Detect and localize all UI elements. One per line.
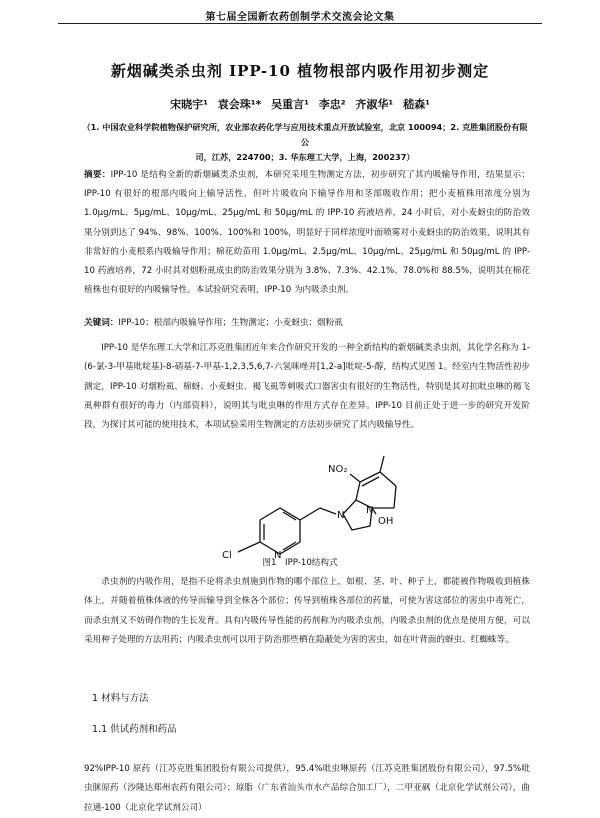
running-header: 第七届全国新农药创制学术交流会论文集 xyxy=(205,12,395,23)
keywords-label: 关键词： xyxy=(84,318,119,328)
section-heading-1-1: 1.1 供试药剂和药品 xyxy=(92,724,177,735)
n-label-imidazole-2: N xyxy=(366,505,374,516)
author-list: 宋晓宇¹ 袁会珠¹* 吴重言¹ 李忠² 齐淑华¹ 嵇森¹ xyxy=(170,98,430,111)
n-label-pyridine: N xyxy=(274,550,282,561)
figure-caption: 图1 IPP-10结构式 xyxy=(262,558,338,568)
n-label-imidazole-1: N xyxy=(337,510,345,521)
pyridine-ring xyxy=(260,508,300,554)
materials-paragraph: 92%IPP-10 原药（江苏克胜集团股份有限公司提供），95.4%吡虫啉原药（江苏克胜集团股份有限公司），97.5%吡虫脒原药（沙隆达郑州农药有限公司）；琼脂（广东省汕头市水产品综合加工厂），二甲亚砜（北京化学试剂公司），曲拉通-100（北京化学试剂公司） xyxy=(84,764,530,813)
paper-title: 新烟碱类杀虫剂 IPP-10 植物根部内吸作用初步测定 xyxy=(110,62,490,80)
affiliation-line-1: （1. 中国农业科学院植物保护研究所，农业部农药化学与应用技术重点开放试验室，北京 100094；2. 克胜集团股份有限公 xyxy=(82,122,528,147)
affiliation-line-2: 司，江苏，224700；3. 华东理工大学，上海，200237） xyxy=(195,152,415,162)
no2-label: NO₂ xyxy=(328,464,348,475)
intro-paragraph: IPP-10 是华东理工大学和江苏克胜集团近年来合作研究开发的一种全新结构的新烟碱类杀虫剂，其化学名称为 1-(6-氯-3-甲基吡啶基)-8-硝基-7-甲基-1,2,3,5,6,7-六氢咪唑并[1,2-a]吡啶-5-醇，结构式见图 1。经室内生物活性初步测定，IPP-10 对烟粉虱、棉蚜、小麦蚜虫、褐飞虱等刺吸式口器害虫有很好的生物活性，特别是其对抗吡虫啉的褐飞虱种群有很好的毒力（内部资料），说明其与吡虫啉的作用方式存在差异。IPP-10 目前正处于进一步的研究开发阶段，为探讨其可能的使用技术，本项试验采用生物测定的方法初步研究了其内吸输导性。 xyxy=(84,343,530,431)
affiliations xyxy=(82,120,528,165)
abstract-text: IPP-10 是结构全新的新烟碱类杀虫剂，本研究采用生物测定方法，初步研究了其内吸输导作用，结果显示：IPP-10 有很好的根部内吸向上输导活性，但叶片吸收向下输导作用和茎部吸收作用；把小麦植株用浓度分别为 1.0μg/mL、5μg/mL、10μg/mL、25μg/mL 和 50μg/mL 的 IPP-10 药液培养，24 小时后，对小麦蚜虫的防治效果分别到达了 94%、98%、100%、100%和 100%，明显好于同样浓度叶面喷雾对小麦蚜虫的防治效果，说明其有非常好的小麦根系内吸输导作用；棉花幼苗用 1.0μg/mL、2.5μg/mL、10μg/mL、25μg/mL 和 50μg/mL 的 IPP-10 药液培养，72 小时其对烟粉虱成虫的防治效果分别为 3.8%、7.3%、42.1%、78.0%和 88.5%，说明其在棉花植株也有很好的内吸输导性。本试验研究表明，IPP-10 为内吸杀虫剂。 xyxy=(84,170,530,296)
abstract-label: 摘要： xyxy=(84,170,111,180)
abstract xyxy=(84,166,530,300)
keywords xyxy=(84,316,530,328)
chemical-structure-figure xyxy=(200,452,410,562)
header-rule xyxy=(58,23,542,24)
cl-label: Cl xyxy=(222,550,232,561)
section-heading-1: 1 材料与方法 xyxy=(92,693,149,704)
oh-label: OH xyxy=(378,516,394,527)
keywords-text: IPP-10；根部内吸输导作用；生物测定；小麦蚜虫；烟粉虱 xyxy=(118,318,343,328)
systemic-action-paragraph: 杀虫剂的内吸作用，是指不论将杀虫剂施到作物的哪个部位上，如根、茎、叶、种子上，都能被作物吸收到植株体上，并随着植株体液的传导而输导到全株各个部位；传导到植株各部位的药量，可使为害这部位的害虫中毒死亡，而杀虫剂又不妨碍作物的生长发育。具有内吸传导性能的药剂称为内吸杀虫剂，内吸杀虫剂的优点是使用方便，可以采用种子处理的方法用药；内吸杀虫剂可以用于防治那些栖在隐蔽处为害的害虫，如在叶背面的蚜虫、红蜘蛛等。 xyxy=(84,577,530,645)
